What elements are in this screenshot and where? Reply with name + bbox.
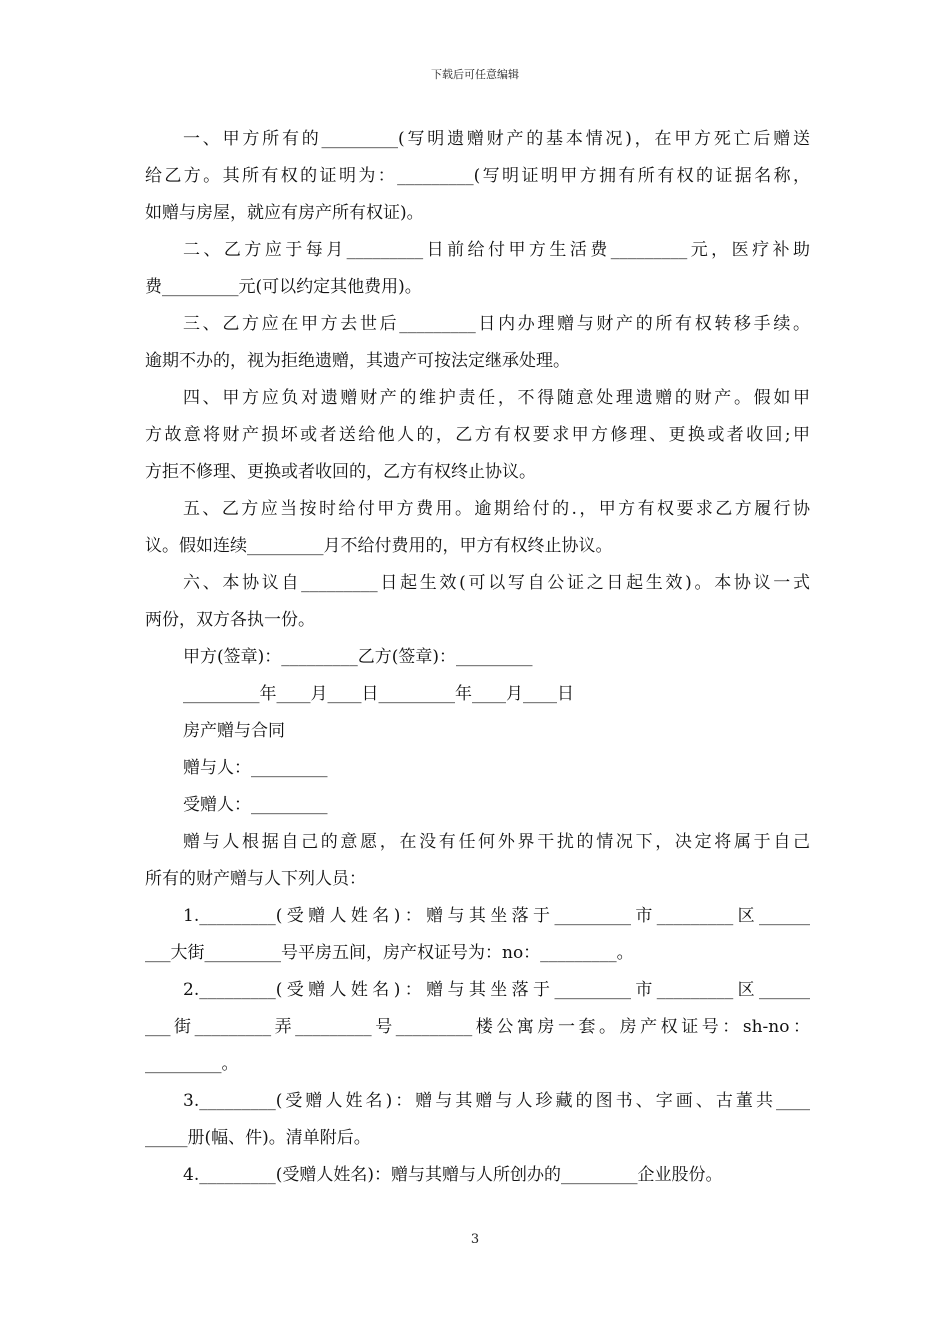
document-body: [145, 121, 810, 1194]
text-line: 如赠与房屋，就应有房产所有权证)。: [145, 203, 424, 223]
text-line: 给乙方。其所有权的证明为：_________(写明证明甲方拥有所有权的证据名称，: [145, 166, 810, 186]
text-line: _________。: [145, 1054, 239, 1074]
text-line: 议。假如连续_________月不给付费用的，甲方有权终止协议。: [145, 536, 613, 556]
text-line: 三、乙方应在甲方去世后_________日内办理赠与财产的所有权转移手续。: [183, 314, 810, 334]
text-line: 五、乙方应当按时给付甲方费用。逾期给付的.，甲方有权要求乙方履行协: [183, 499, 810, 519]
text-line: 方拒不修理、更换或者收回的，乙方有权终止协议。: [145, 462, 536, 482]
text-line: 2._________(受赠人姓名)：赠与其坐落于_________市_________区______: [183, 980, 810, 1000]
text-line: 赠与人：_________: [183, 758, 328, 778]
page-header: 下载后可任意编辑: [431, 68, 519, 81]
text-line: 六、本协议自_________日起生效(可以写自公证之日起生效)。本协议一式: [183, 573, 810, 593]
text-line: 两份，双方各执一份。: [145, 610, 315, 630]
text-line: 房产赠与合同: [183, 721, 285, 741]
text-line: 四、甲方应负对遗赠财产的维护责任，不得随意处理遗赠的财产。假如甲: [183, 388, 810, 408]
text-line: 逾期不办的，视为拒绝遗赠，其遗产可按法定继承处理。: [145, 351, 570, 371]
text-line: ___大街_________号平房五间，房产权证号为：no：_________。: [145, 943, 634, 963]
text-line: 方故意将财产损坏或者送给他人的，乙方有权要求甲方修理、更换或者收回;甲: [145, 425, 810, 445]
text-line: 赠与人根据自己的意愿，在没有任何外界干扰的情况下，决定将属于自己: [183, 832, 810, 852]
text-line: _____册(幅、件)。清单附后。: [145, 1128, 371, 1148]
text-line: 3._________(受赠人姓名)：赠与其赠与人珍藏的图书、字画、古董共____: [183, 1091, 810, 1111]
text-line: 费_________元(可以约定其他费用)。: [145, 277, 422, 297]
page-number: 3: [470, 1232, 480, 1247]
text-line: ___街_________弄_________号_________楼公寓房一套。房产权证号：sh-no：: [145, 1017, 810, 1037]
text-line: 甲方(签章)：_________乙方(签章)：_________: [183, 647, 533, 667]
text-line: 一、甲方所有的_________(写明遗赠财产的基本情况)，在甲方死亡后赠送: [183, 129, 810, 149]
text-line: 4._________(受赠人姓名)：赠与其赠与人所创办的_________企业股份。: [183, 1165, 723, 1185]
text-line: 受赠人：_________: [183, 795, 328, 815]
text-line: 二、乙方应于每月_________日前给付甲方生活费_________元，医疗补助: [183, 240, 810, 260]
text-line: 1._________(受赠人姓名)：赠与其坐落于_________市_________区______: [183, 906, 810, 926]
text-line: 所有的财产赠与人下列人员：: [145, 869, 366, 889]
text-line: _________年____月____日_________年____月____日: [183, 684, 574, 704]
